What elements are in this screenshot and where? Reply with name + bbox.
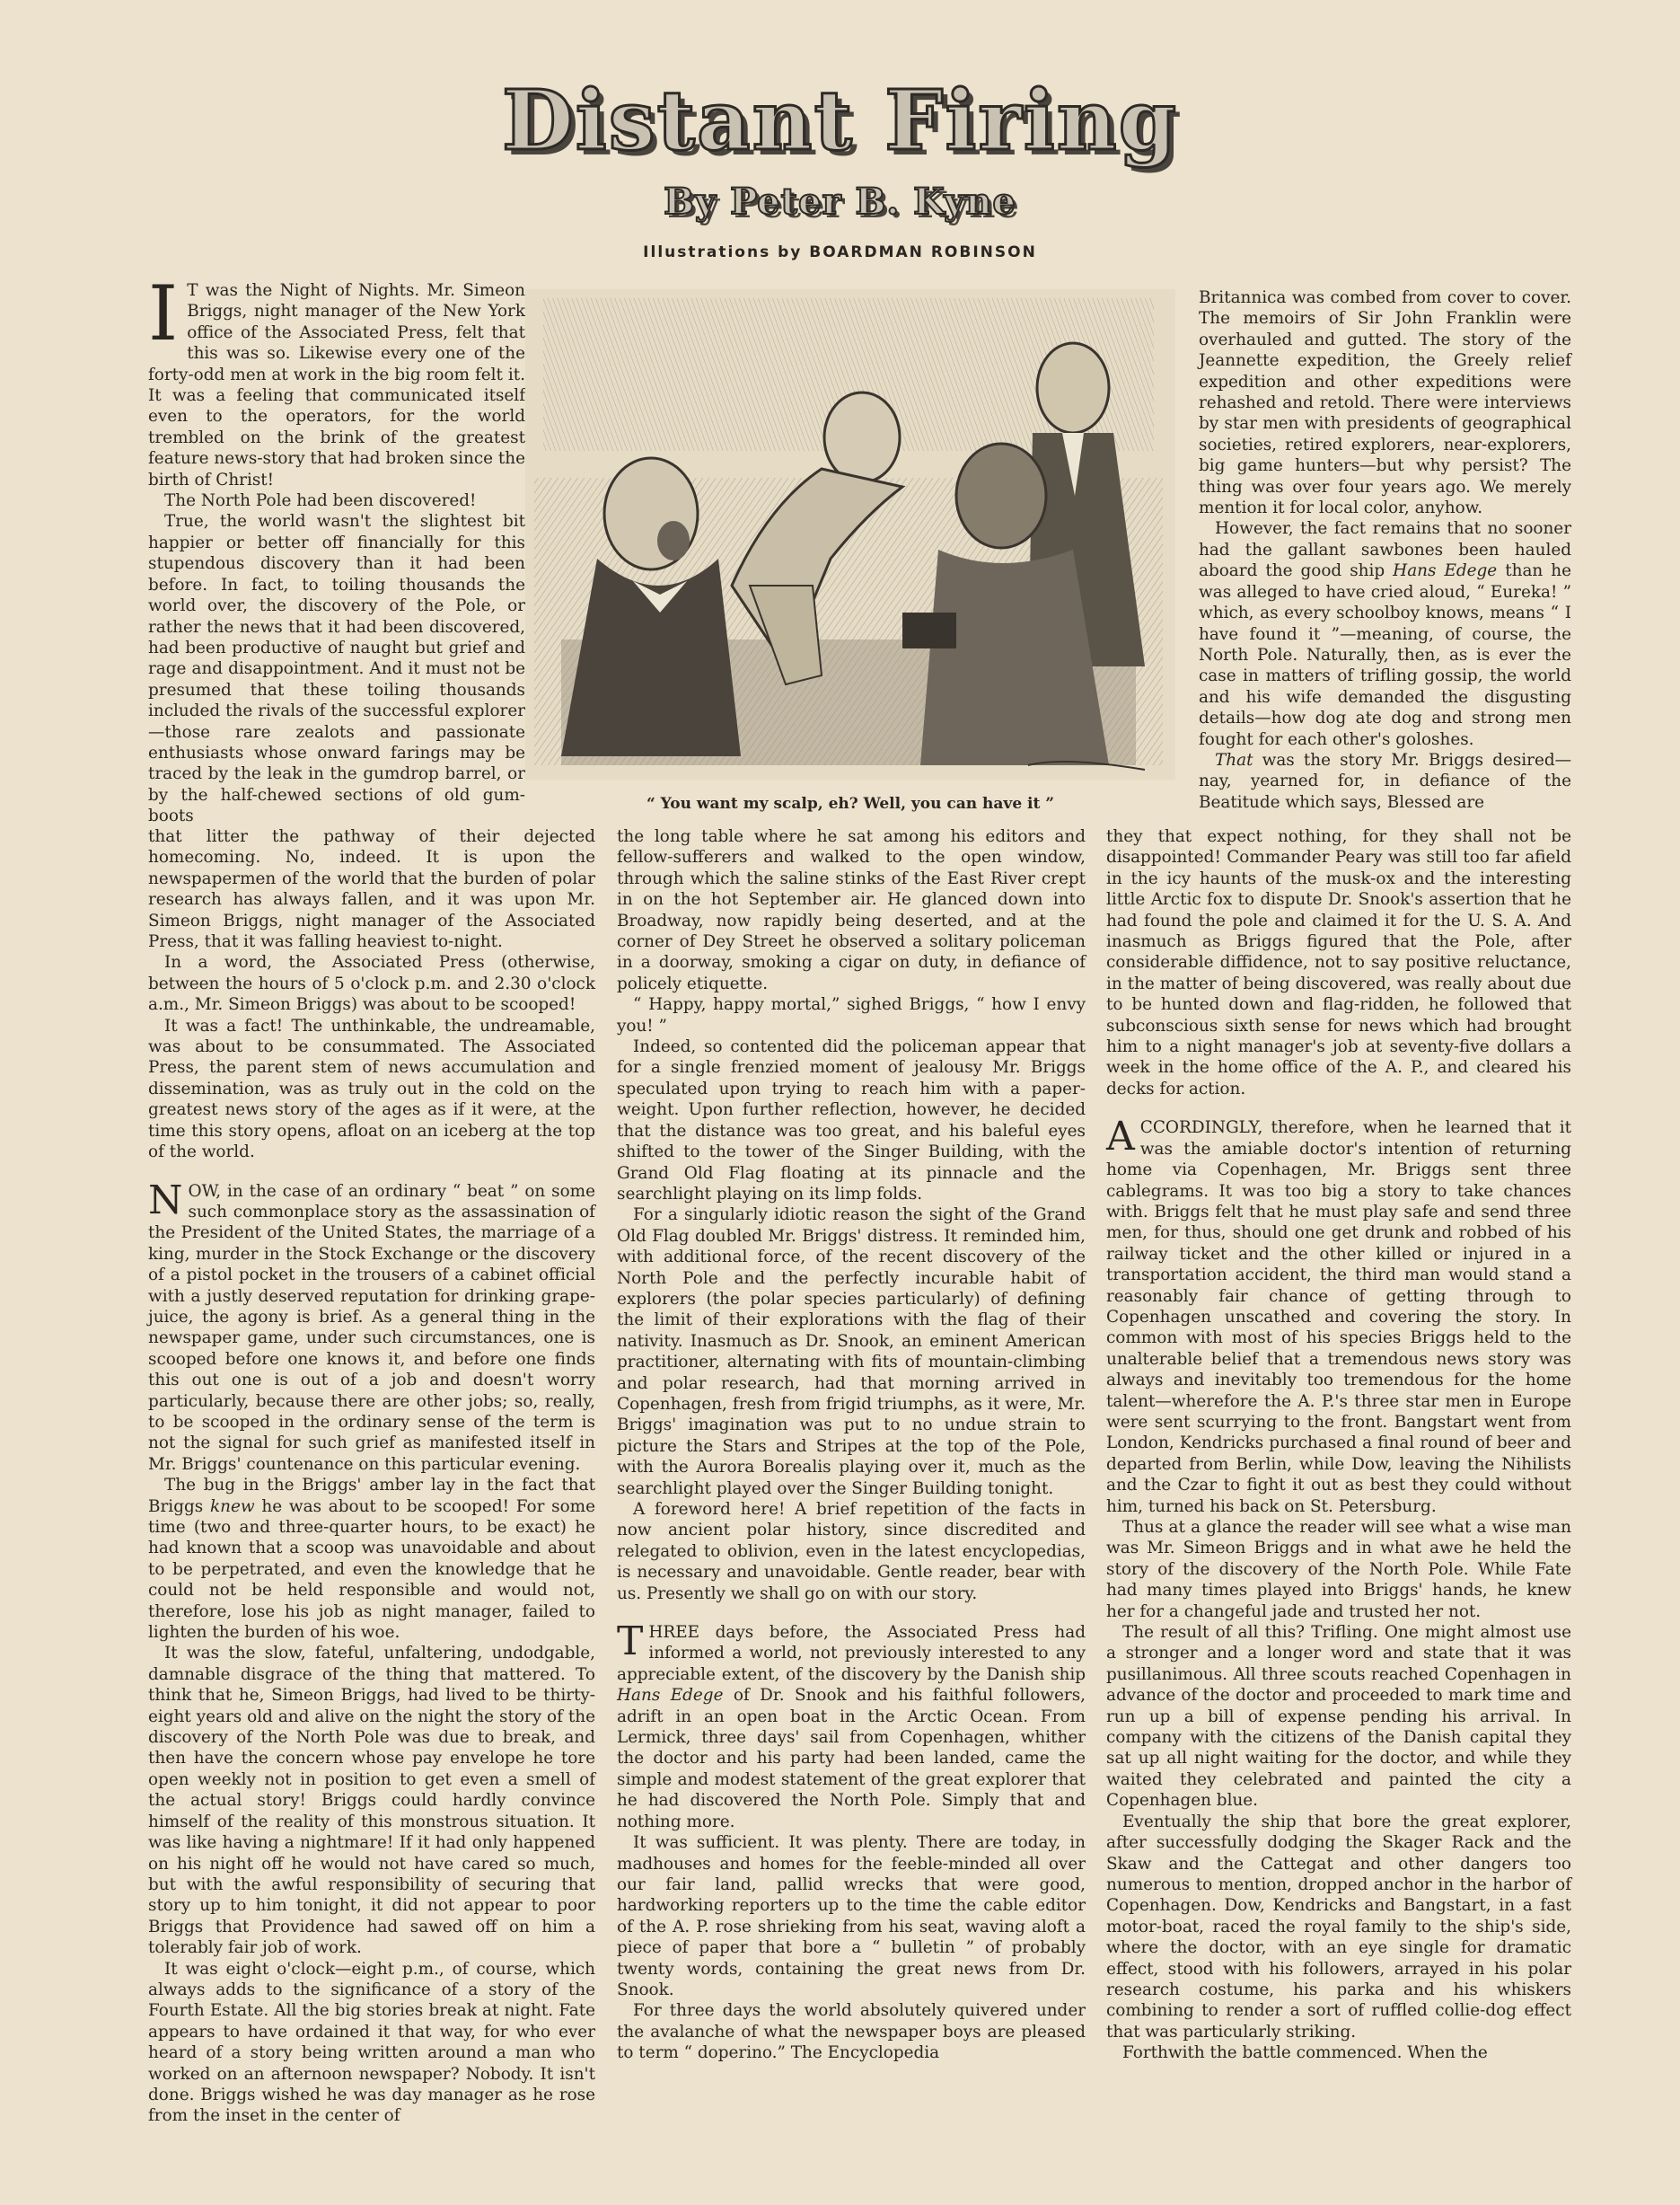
paragraph: the long table where he sat among his editors and fellow-sufferers and walked to the open window, through which the saline stinks of the East River crept in on the hot September air. He glanced down into Broadway, now rapidly being deserted, and at the corner of Dey Street he observed a solitary policeman in a doorway, smoking a cigar on duty, in defiance of policely etiquette. bbox=[617, 827, 1086, 993]
illustration-caption: “ You want my scalp, eh? Well, you can have it ” bbox=[646, 795, 1055, 813]
paragraph: The bug in the Briggs' amber lay in the fact that Briggs knew he was about to be scooped! For some time (two and three-quarter hours, to be exact) he had known that a scoop was unavoidable and about to be perpetrated, and even the knowledge that he could not be held responsible and would not, therefore, lose his job as night manager, failed to lighten the burden of his woe. bbox=[148, 1476, 595, 1643]
paragraph: Thus at a glance the reader will see what a wise man was Mr. Simeon Briggs and in what awe he held the story of the discovery of the North Pole. While Fate had many times played into Briggs' hands, he knew her for a changeful jade and trusted her not. bbox=[1106, 1518, 1571, 1621]
paragraph: For a singularly idiotic reason the sight of the Grand Old Flag doubled Mr. Briggs' distress. It reminded him, with additional force, of the recent discovery of the North Pole and the perfectly incurable habit of explorers (the polar species particularly) of defining the limit of their explorations with the flag of their nativity. Inasmuch as Dr. Snook, an eminent American practitioner, alternating with fits of mountain-climbing and polar research, had that morning arrived in Copenhagen, fresh from frigid triumphs, as it were, Mr. Briggs' imagination was put to no undue strain to picture the Stars and Stripes at the top of the Pole, with the Aurora Borealis playing over it, much as the searchlight played over the Singer Building tonight. bbox=[617, 1205, 1086, 1498]
drop-cap: N bbox=[148, 1177, 183, 1223]
paragraph: I T was the Night of Nights. Mr. Simeon Briggs, night manager of the New York office of the Associated Press, felt that this was so. Likewise every one of the forty-odd men at work in the big room felt it. It was a feeling that communicated itself even to the operators, for the world trembled on the brink of the greatest feature news-story that had broken since the birth of Christ! bbox=[148, 269, 525, 490]
paragraph: that litter the pathway of their dejected homecoming. No, indeed. It is upon the newspapermen of the world that the burden of polar research has always fallen, and it was upon Mr. Simeon Briggs, night manager of the Associated Press, that it was falling heaviest to-night. bbox=[148, 827, 595, 952]
paragraph: The result of all this? Trifling. One might almost use a stronger and a longer word and state that it was pusillanimous. All three scouts reached Copenhagen in advance of the doctor and proceeded to mark time and run up a bill of expense pending his arrival. In company with the citizens of the Danish capital they sat up all night waiting for the doctor, and while they waited they celebrated and painted the city a Copenhagen blue. bbox=[1106, 1623, 1571, 1811]
author-byline: By Peter B. Kyne bbox=[664, 181, 1016, 223]
paragraph: That was the story Mr. Briggs desired—nay, yearned for, in defiance of the Beatitude which says, Blessed are bbox=[1199, 750, 1571, 812]
paragraph: ACCORDINGLY, therefore, when he learned that it was the amiable doctor's intention of returning home via Copenhagen, Mr. Briggs sent three cablegrams. It was too big a story to take chances with. Briggs felt that he must play safe and send three men, for thus, should one get drunk and robbed of his railway ticket and the other killed or injured in a transportation accident, the third man would stand a reasonably fair chance of getting through to Copenhagen unscathed and covering the story. In common with most of his species Briggs held to the unalterable belief that a tremendous news story was always and inevitably too tremendous for the home talent—wherefore the A. P.'s three star men in Europe were sent scurrying to the front. Bangstart went from London, Kendricks purchased a final round of beer and departed from Berlin, while Dow, leaving the Nihilists and the Czar to fight it out as best they could without him, turned his back on St. Petersburg. bbox=[1106, 1114, 1571, 1516]
sketch-drawing bbox=[525, 289, 1175, 780]
paragraph: It was eight o'clock—eight p.m., of course, which always adds to the significance of a story of the Fourth Estate. All the big stories break at night. Fate appears to have ordained it that way, for who ever heard of a story being written around a man who worked on an afternoon newspaper? Nobody. It isn't done. Briggs wished he was day manager as he rose from the inset in the center of bbox=[148, 1959, 595, 2126]
illustration bbox=[525, 289, 1175, 780]
column-3-top bbox=[1199, 287, 1571, 813]
paragraph: The North Pole had been discovered! bbox=[164, 491, 477, 511]
paragraph: NOW, in the case of an ordinary “ beat ” on some such commonplace story as the assassination of the President of the United States, the marriage of a king, murder in the Stock Exchange or the discovery of a pistol pocket in the trousers of a cabinet official with a justly deserved reputation for drinking grape-juice, the agony is brief. As a general thing in the newspaper game, under such circumstances, one is scooped before one knows it, and before one finds this out one is out of a job and doesn't worry particularly, because there are other jobs; so, really, to be scooped in the ordinary sense of the term is not the signal for such grief as manifested itself in Mr. Briggs' countenance on this particular evening. bbox=[148, 1177, 595, 1474]
paragraph: A foreword here! A brief repetition of the facts in now ancient polar history, since discredited and relegated to oblivion, even in the latest encyclopedias, is necessary and unavoidable. Gentle reader, bear with us. Presently we shall go on with our story. bbox=[617, 1500, 1086, 1603]
paragraph: For three days the world absolutely quivered under the avalanche of what the newspaper boys are pleased to term “ doperino.” The Encyclopedia bbox=[617, 2001, 1086, 2063]
paragraph: “ Happy, happy mortal,” sighed Briggs, “ how I envy you! ” bbox=[617, 995, 1086, 1036]
paragraph: Eventually the ship that bore the great explorer, after successfully dodging the Skager Rack and the Skaw and the Cattegat and other dangers too numerous to mention, dropped anchor in the harbor of Copenhagen. Dow, Kendricks and Bangstart, in a fast motor-boat, raced the royal family to the ship's side, where the doctor, with an eye single for dramatic effect, stood with his followers, arrayed in his polar research costume, his parka and his whiskers combining to render a sort of ruffled collie-dog effect that was particularly striking. bbox=[1106, 1812, 1571, 2042]
paragraph: True, the world wasn't the slightest bit happier or better off financially for this stupendous discovery than it had been before. In fact, to toiling thousands the world over, the discovery of the Pole, or rather the news that it had been discovered, had been productive of naught but grief and rage and disappointment. And it must not be presumed that these toiling thousands included the rivals of the successful explorer—those rare zealots and passionate enthusiasts whose onward farings may be traced by the leak in the gumdrop barrel, or by the half-chewed sections of old gum-boots bbox=[148, 512, 525, 826]
column-2 bbox=[617, 826, 1086, 2064]
drop-cap: T bbox=[617, 1618, 644, 1665]
drop-cap: I bbox=[148, 269, 179, 357]
paragraph: However, the fact remains that no sooner had the gallant sawbones been hauled aboard the good ship Hans Edege than he was alleged to have cried aloud, “ Eureka! ” which, as every schoolboy knows, means “ I have found it ”—meaning, of course, the North Pole. Naturally, then, as is ever the case in matters of trifling gossip, the world and his wife demanded the disgusting details—how dog ate dog and strong men fought for each other's goloshes. bbox=[1199, 519, 1572, 749]
story-title: Distant Firing bbox=[502, 72, 1178, 169]
paragraph: In a word, the Associated Press (otherwise, between the hours of 5 o'clock p.m. and 2.30 o'clock a.m., Mr. Simeon Briggs) was about to be scooped! bbox=[148, 953, 595, 1015]
column-1-bottom bbox=[148, 826, 595, 2127]
column-3-bottom bbox=[1106, 826, 1571, 2064]
paragraph: Indeed, so contented did the policeman appear that for a single frenzied moment of jealousy Mr. Briggs speculated upon trying to reach him with a paper-weight. Upon further reflection, however, he decided that the distance was too great, and his baleful eyes shifted to the tower of the Singer Building, with the Grand Old Flag floating at its pinnacle and the searchlight playing on its limp folds. bbox=[617, 1037, 1086, 1204]
paragraph: It was a fact! The unthinkable, the undreamable, was about to be consummated. The Associated Press, the parent stem of news accumulation and dissemination, was as truly out in the cold on the greatest news story of the ages as if it were, at the time this story opens, afloat on an iceberg at the top of the world. bbox=[148, 1016, 595, 1162]
paragraph: Britannica was combed from cover to cover. The memoirs of Sir John Franklin were overhauled and gutted. The story of the Jeannette expedition, the Greely relief expedition and other expeditions were rehashed and retold. There were interviews by star men with presidents of geographical societies, retired explorers, near-explorers, big game hunters—but why persist? The thing was over four years ago. We merely mention it for local color, anyhow. bbox=[1199, 288, 1571, 518]
paragraph: It was sufficient. It was plenty. There are today, in madhouses and homes for the feeble-minded all over our fair land, pallid wrecks that were good, hardworking reporters up to the time the cable editor of the A. P. rose shrieking from his seat, waving aloft a piece of paper that bore a “ bulletin ” of probably twenty words, containing the great news from Dr. Snook. bbox=[617, 1833, 1086, 1999]
paragraph: THREE days before, the Associated Press had informed a world, not previously interested to any appreciable extent, of the discovery by the Danish ship Hans Edege of Dr. Snook and his faithful followers, adrift in an open boat in the Arctic Ocean. From Lermick, three days' sail from Copenhagen, whither the doctor and his party had been landed, came the simple and modest statement of the great explorer that he had discovered the North Pole. Simply that and nothing more. bbox=[617, 1618, 1086, 1831]
paragraph: It was the slow, fateful, unfaltering, undodgable, damnable disgrace of the thing that mattered. To think that he, Simeon Briggs, had lived to be thirty-eight years old and alive on the night the story of the discovery of the North Pole was due to break, and then have the concern whose pay envelope he tore open weekly not in position to get even a smell of the actual story! Briggs could hardly convince himself of the reality of this monstrous situation. It was like having a nightmare! If it had only happened on his night off he would not have cared so much, but with the awful responsibility of securing that story up to him tonight, it did not appear to poor Briggs that Providence had sawed off on him a tolerably fair job of work. bbox=[148, 1644, 595, 1958]
drop-cap: A bbox=[1106, 1114, 1135, 1160]
paragraph: they that expect nothing, for they shall not be disappointed! Commander Peary was still too far afield in the icy haunts of the musk-ox and the interesting little Arctic fox to dispute Dr. Snook's assertion that he had found the pole and claimed it for the U. S. A. And inasmuch as Briggs figured that the Pole, after considerable diffidence, not to say positive reluctance, in the matter of being discovered, was really about due to be hunted down and flag-ridden, he followed that subconscious sixth sense for news which had brought him to a night manager's job at seventy-five dollars a week in the home office of the A. P., and cleared his decks for action. bbox=[1106, 827, 1571, 1098]
illustrations-credit: Illustrations by BOARDMAN ROBINSON bbox=[643, 243, 1037, 261]
paragraph: Forthwith the battle commenced. When the bbox=[1122, 2043, 1488, 2063]
column-1-top bbox=[148, 269, 525, 827]
